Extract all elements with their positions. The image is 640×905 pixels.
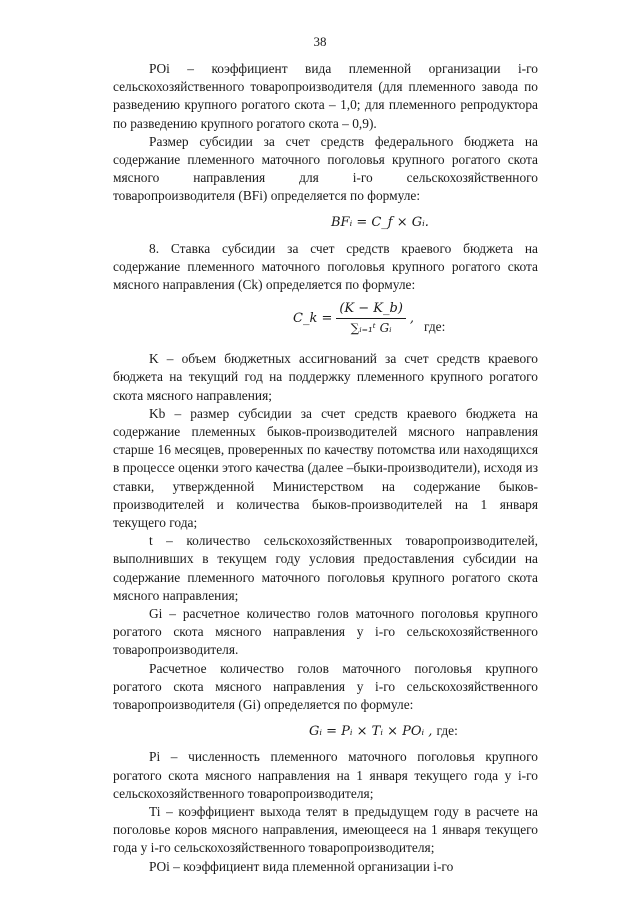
paragraph-po-coefficient: POi – коэффициент вида племенной организации i-го сельскохозяйственного товаропроизводителя (для племенного завода по разведению крупного рогатого скота – 1,0; для племенного репродуктора по разведению крупного рогатого скота – 0,9). <box>113 61 538 131</box>
formula-ck-lhs: C_k = <box>293 310 333 326</box>
formula-bf-expression: BFᵢ = C_f × Gᵢ. <box>331 214 429 230</box>
paragraph-regional-rate: 8. Ставка субсидии за счет средств краевого бюджета на содержание племенного маточного поголовья крупного рогатого скота мясного направления (Ck) определяется по формуле: <box>113 240 538 293</box>
formula-g <box>113 720 538 742</box>
formula-ck-comma: , <box>409 310 415 326</box>
paragraph-po-coefficient-continued: POi – коэффициент вида племенной организации i-го <box>149 858 454 874</box>
paragraph-k-definition: K – объем бюджетных ассигнований за счет средств краевого бюджета на текущий год на поддержку племенного крупного рогатого скота мясного направления; <box>113 351 538 403</box>
formula-ck-where: где: <box>424 318 446 334</box>
formula-ck <box>113 300 538 344</box>
paragraph-p-definition: Pi – численность племенного маточного поголовья крупного рогатого скота мясного направления на 1 января текущего года у i-го сельскохозяйственного товаропроизводителя; <box>113 749 538 801</box>
formula-ck-denominator: ∑ᵢ₌₁ᵗ Gᵢ <box>350 321 392 336</box>
formula-ck-numerator: (K − K_b) <box>336 300 406 319</box>
paragraph-t-calves-definition: Ti – коэффициент выхода телят в предыдущем году в расчете на поголовье коров мясного направления, имеющееся на 1 января текущего года у i-го сельскохозяйственного товаропроизводителя; <box>113 803 538 856</box>
paragraph-kb-definition: Kb – размер субсидии за счет средств краевого бюджета на содержание племенных быков-производителей мясного направления старше 16 месяцев, проверенных по качеству потомства или находящихся в процессе оценки этого качества (далее –быки-производители), исходя из ставки, утвержденной Министерством на содержание быков-производителей и количества быков-производителей на 1 января текущего года; <box>113 405 538 531</box>
formula-g-expression: Gᵢ = Pᵢ × Tᵢ × POᵢ , <box>309 724 433 740</box>
formula-bf <box>113 212 538 234</box>
formula-g-where: где: <box>436 723 458 739</box>
formula-ck-fraction <box>336 300 406 337</box>
paragraph-federal-subsidy: Размер субсидии за счет средств федерального бюджета на содержание племенного маточного поголовья крупного рогатого скота мясного направления для i-го сельскохозяйственного товаропроизводителя (BFi) определяется по формуле: <box>113 133 538 204</box>
paragraph-t-definition: t – количество сельскохозяйственных товаропроизводителей, выполнивших в текущем году условия предоставления субсидии на содержание племенного маточного поголовья крупного рогатого скота мясного направления; <box>113 533 538 603</box>
paragraph-g-formula-intro: Расчетное количество голов маточного поголовья крупного рогатого скота мясного направления у i-го сельскохозяйственного товаропроизводителя (Gi) определяется по формуле: <box>113 660 538 713</box>
paragraph-g-definition: Gi – расчетное количество голов маточного поголовья крупного рогатого скота мясного направления у i-го сельскохозяйственного товаропроизводителя. <box>113 606 538 658</box>
page-number: 38 <box>313 34 327 49</box>
document-body <box>113 60 538 876</box>
